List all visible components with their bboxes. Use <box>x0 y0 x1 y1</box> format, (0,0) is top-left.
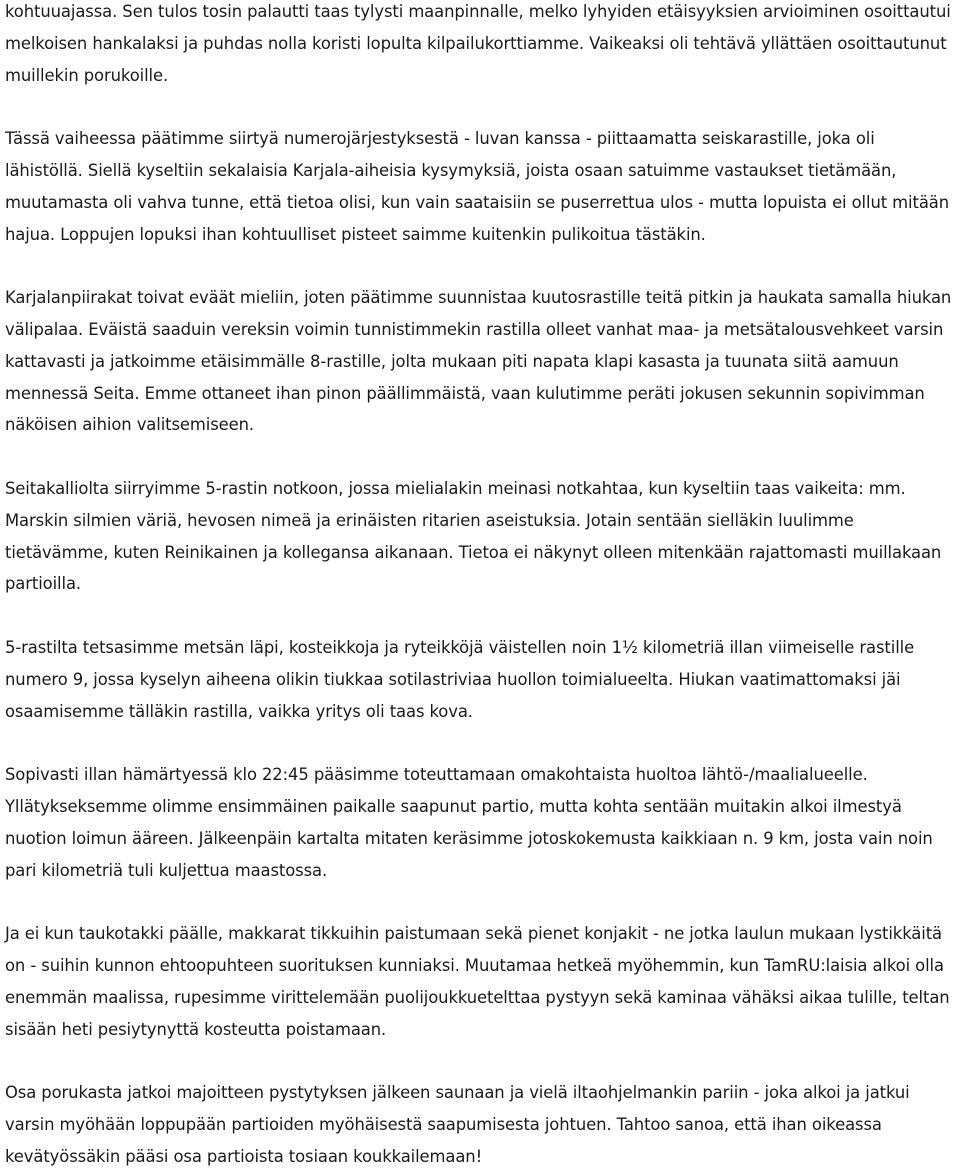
paragraph: 5-rastilta tetsasimme metsän läpi, kosteikkoja ja ryteikköjä väistellen noin 1½ kilometriä illan viimeiselle rastille numero 9, jossa kyselyn aiheena olikin tiukkaa sotilastriviaa huollon toimialueelta. Hiukan vaatimattomaksi jäi osaamisemme tälläkin rastilla, vaikka yritys oli taas kova. <box>5 637 915 721</box>
paragraph: Karjalanpiirakat toivat eväät mieliin, joten päätimme suunnistaa kuutosrastille teitä pitkin ja haukata samalla hiukan välipalaa. Eväistä saaduin vereksin voimin tunnistimmekin rastilla olleet vanhat maa- ja metsätalousvehkeet varsin kattavasti ja jatkoimme etäisimmälle 8-rastille, jolta mukaan piti napata klapi kasasta ja tuunata siitä aamuun mennessä Seita. Emme ottaneet ihan pinon päällimmäistä, vaan kulutimme peräti jokusen sekunnin sopivimman näköisen aihion valitsemiseen. <box>5 288 952 435</box>
document-body <box>5 0 955 1172</box>
paragraph: Ja ei kun taukotakki päälle, makkarat tikkuihin paistumaan sekä pienet konjakit - ne jotka laulun mukaan lystikkäitä on - suihin kunnon ehtoopuhteen suorituksen kunniaksi. Muutamaa hetkeä myöhemmin, kun TamRU:laisia alkoi olla enemmän maalissa, rupesimme virittelemään puolijoukkuetelttaa pystyyn sekä kaminaa vähäksi aikaa tulille, teltan sisään heti pesiytynyttä kosteutta poistamaan. <box>5 924 950 1039</box>
paragraph: Seitakalliolta siirryimme 5-rastin notkoon, jossa mielialakin meinasi notkahtaa, kun kyseltiin taas vaikeita: mm. Marskin silmien väriä, hevosen nimeä ja erinäisten ritarien aseistuksia. Jotain sentään sielläkin luulimme tietävämme, kuten Reinikainen ja kollegansa aikanaan. Tietoa ei näkynyt olleen mitenkään rajattomasti muillakaan partioilla. <box>5 478 942 594</box>
paragraph: kohtuuajassa. Sen tulos tosin palautti taas tylysti maanpinnalle, melko lyhyiden etäisyyksien arvioiminen osoittautui melkoisen hankalaksi ja puhdas nolla koristi lopulta kilpailukorttiamme. Vaikeaksi oli tehtävä yllättäen osoittautunut muillekin porukoille. <box>5 2 951 85</box>
paragraph: Osa porukasta jatkoi majoitteen pystytyksen jälkeen saunaan ja vielä iltaohjelmankin pariin - joka alkoi ja jatkui varsin myöhään loppupään partioiden myöhäisestä saapumisesta johtuen. Tahtoo sanoa, että ihan oikeassa kevätyössäkin pääsi osa partioista tosiaan koukkailemaan! <box>5 1083 910 1166</box>
paragraph: Tässä vaiheessa päätimme siirtyä numerojärjestyksestä - luvan kanssa - piittaamatta seiskarastille, joka oli lähistöllä. Siellä kyseltiin sekalaisia Karjala-aiheisia kysymyksiä, joista osaan satuimme vastaukset tietämään, muutamasta oli vahva tunne, että tietoa olisi, kun vain saataisiin se puserrettua ulos - mutta lopuista ei ollut mitään hajua. Loppujen lopuksi ihan kohtuulliset pisteet saimme kuitenkin pulikoitua tästäkin. <box>5 129 949 244</box>
paragraph: Sopivasti illan hämärtyessä klo 22:45 pääsimme toteuttamaan omakohtaista huoltoa lähtö-/maalialueelle. Yllätykseksemme olimme ensimmäinen paikalle saapunut partio, mutta kohta sentään muitakin alkoi ilmestyä nuotion loimun ääreen. Jälkeenpäin kartalta mitaten keräsimme jotoskokemusta kaikkiaan n. 9 km, josta vain noin pari kilometriä tuli kuljettua maastossa. <box>5 765 933 880</box>
